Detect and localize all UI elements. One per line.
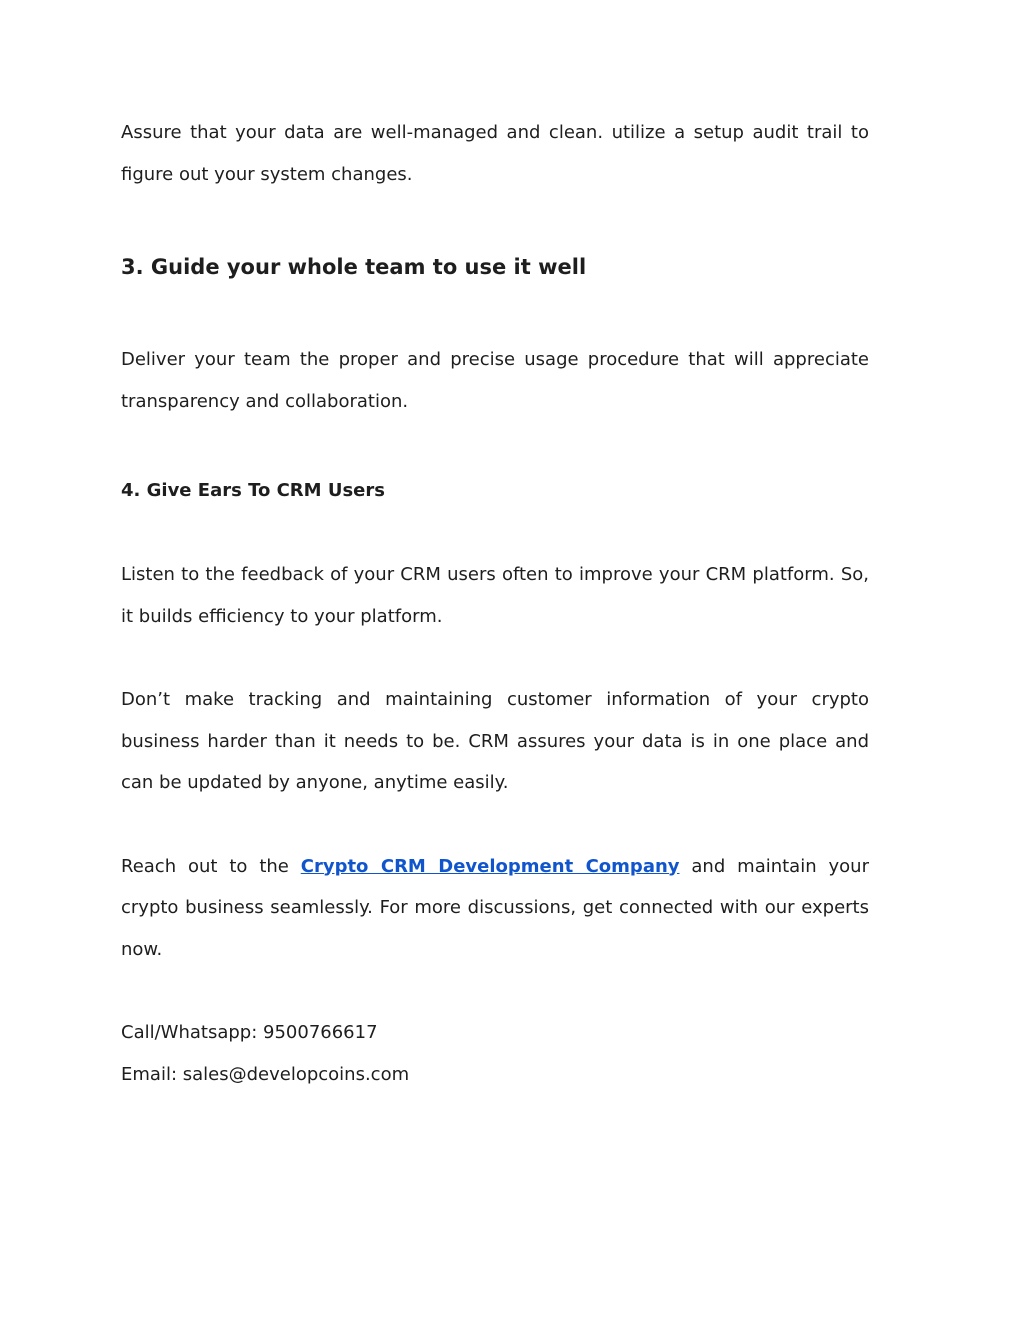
- cta-paragraph: [121, 846, 869, 971]
- cta-text-before: Reach out to the: [121, 855, 301, 877]
- cta-text-after: and maintain your crypto business seamlessly. For more discussions, get connected with our experts now.: [121, 855, 869, 960]
- spacer: [121, 422, 869, 478]
- spacer: [121, 282, 869, 339]
- section-3-paragraph: Deliver your team the proper and precise usage procedure that will appreciate transparency and collaboration.: [121, 349, 869, 412]
- section-3-heading: 3. Guide your whole team to use it well: [121, 255, 587, 279]
- spacer: [121, 195, 869, 252]
- spacer: [121, 804, 869, 846]
- section-4-heading: 4. Give Ears To CRM Users: [121, 480, 385, 501]
- document-body: [121, 112, 869, 1095]
- section-4-paragraph: Listen to the feedback of your CRM users often to improve your CRM platform. So, it builds efficiency to your platform.: [121, 564, 869, 627]
- crypto-crm-company-link[interactable]: Crypto CRM Development Company: [300, 855, 680, 877]
- spacer: [121, 970, 869, 1012]
- spacer: [121, 504, 869, 554]
- email-line: Email: sales@developcoins.com: [121, 1063, 410, 1085]
- closing-paragraph: Don’t make tracking and maintaining customer information of your crypto business harder than it needs to be. CRM assures your data is in one place and can be updated by anyone, anytime easily.: [121, 689, 869, 793]
- intro-paragraph: Assure that your data are well-managed and clean. utilize a setup audit trail to figure out your system changes.: [121, 122, 869, 185]
- phone-line: Call/Whatsapp: 9500766617: [121, 1022, 378, 1043]
- spacer: [121, 637, 869, 679]
